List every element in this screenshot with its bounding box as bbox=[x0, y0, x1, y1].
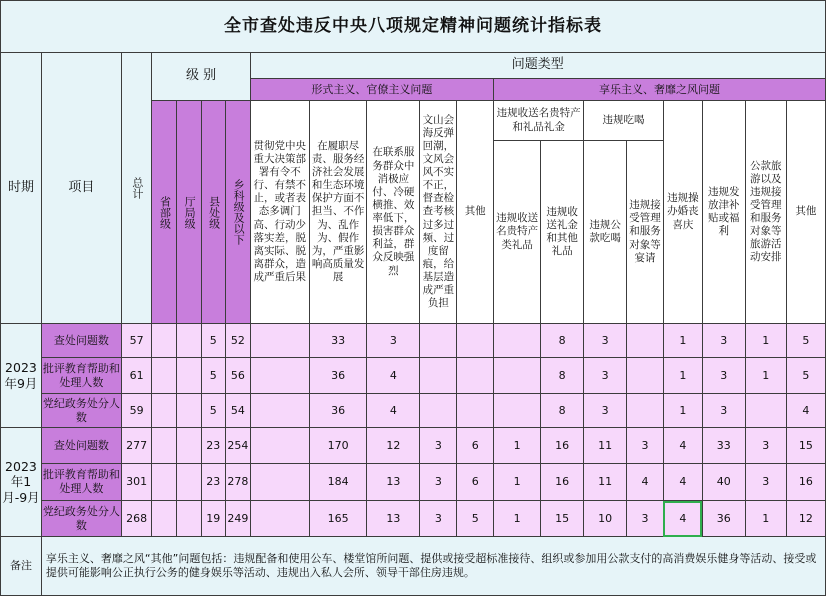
value-cell: 165 bbox=[309, 501, 366, 537]
period-label-2: 2023年1月-9月 bbox=[1, 428, 42, 537]
value-cell: 5 bbox=[201, 358, 226, 394]
value-cell bbox=[176, 464, 201, 501]
total-value: 61 bbox=[121, 358, 152, 394]
value-cell: 3 bbox=[702, 394, 745, 428]
value-cell: 8 bbox=[541, 394, 584, 428]
value-cell: 170 bbox=[309, 428, 366, 464]
value-cell: 4 bbox=[627, 464, 664, 501]
value-cell: 33 bbox=[702, 428, 745, 464]
value-cell bbox=[250, 428, 309, 464]
hedonism-col-other: 其他 bbox=[786, 101, 825, 324]
selected-cell[interactable]: 4 bbox=[663, 501, 702, 537]
value-cell: 23 bbox=[201, 428, 226, 464]
row-label: 查处问题数 bbox=[41, 324, 121, 358]
value-cell: 3 bbox=[367, 324, 420, 358]
total-header: 总计 bbox=[121, 53, 152, 324]
value-cell bbox=[494, 324, 541, 358]
value-cell: 19 bbox=[201, 501, 226, 537]
dining-col-public: 违规公款吃喝 bbox=[584, 141, 627, 324]
value-cell: 4 bbox=[367, 358, 420, 394]
value-cell: 1 bbox=[745, 501, 786, 537]
value-cell: 33 bbox=[309, 324, 366, 358]
value-cell: 56 bbox=[226, 358, 251, 394]
value-cell bbox=[745, 394, 786, 428]
value-cell: 3 bbox=[702, 358, 745, 394]
level-county: 县处级 bbox=[201, 101, 226, 324]
note-text: 享乐主义、奢靡之风“其他”问题包括：违规配备和使用公车、楼堂馆所问题、提供或接受超标准接待、组织或参加用公款支付的高消费娱乐健身等活动、接受或提供可能影响公正执行公务的健身娱乐等活动、违规出入私人会所、领导干部住房违规。 bbox=[41, 537, 825, 596]
value-cell: 36 bbox=[309, 358, 366, 394]
formalism-col-4: 文山会海反弹回潮，文风会风不实不正，督查检查考核过多过频、过度留痕，给基层造成严重负担 bbox=[420, 101, 457, 324]
item-header: 项目 bbox=[41, 53, 121, 324]
level-provincial: 省部级 bbox=[152, 101, 177, 324]
value-cell: 4 bbox=[786, 394, 825, 428]
value-cell: 4 bbox=[663, 464, 702, 501]
row-label: 党纪政务处分人数 bbox=[41, 394, 121, 428]
hedonism-header: 享乐主义、奢靡之风问题 bbox=[494, 79, 826, 101]
value-cell: 16 bbox=[541, 464, 584, 501]
note-label: 备注 bbox=[1, 537, 42, 596]
issue-type-header: 问题类型 bbox=[250, 53, 825, 79]
level-bureau: 厅局级 bbox=[176, 101, 201, 324]
value-cell: 6 bbox=[457, 428, 494, 464]
value-cell: 12 bbox=[786, 501, 825, 537]
value-cell: 249 bbox=[226, 501, 251, 537]
value-cell bbox=[250, 464, 309, 501]
value-cell: 6 bbox=[457, 464, 494, 501]
value-cell: 13 bbox=[367, 464, 420, 501]
total-value: 59 bbox=[121, 394, 152, 428]
hedonism-col-wedding: 违规操办婚丧喜庆 bbox=[663, 101, 702, 324]
total-value: 268 bbox=[121, 501, 152, 537]
value-cell: 12 bbox=[367, 428, 420, 464]
row-label: 批评教育帮助和处理人数 bbox=[41, 464, 121, 501]
value-cell bbox=[152, 394, 177, 428]
level-header: 级 别 bbox=[152, 53, 250, 101]
value-cell bbox=[152, 501, 177, 537]
value-cell: 23 bbox=[201, 464, 226, 501]
value-cell bbox=[250, 324, 309, 358]
value-cell: 10 bbox=[584, 501, 627, 537]
value-cell: 5 bbox=[457, 501, 494, 537]
hedonism-col-allowance: 违规发放津补贴或福利 bbox=[702, 101, 745, 324]
row-label: 查处问题数 bbox=[41, 428, 121, 464]
gift-col-cash: 违规收送礼金和其他礼品 bbox=[541, 141, 584, 324]
value-cell: 54 bbox=[226, 394, 251, 428]
dining-header: 违规吃喝 bbox=[584, 101, 664, 141]
value-cell: 1 bbox=[663, 394, 702, 428]
value-cell bbox=[250, 394, 309, 428]
row-label: 批评教育帮助和处理人数 bbox=[41, 358, 121, 394]
period-label-1: 2023年9月 bbox=[1, 324, 42, 428]
value-cell: 11 bbox=[584, 464, 627, 501]
dining-col-banquet: 违规接受管理和服务对象等宴请 bbox=[627, 141, 664, 324]
value-cell bbox=[494, 394, 541, 428]
formalism-col-3: 在联系服务群众中消极应付、冷硬横推、效率低下，损害群众利益，群众反映强烈 bbox=[367, 101, 420, 324]
value-cell: 5 bbox=[786, 358, 825, 394]
value-cell: 3 bbox=[420, 464, 457, 501]
value-cell: 3 bbox=[584, 324, 627, 358]
value-cell bbox=[627, 324, 664, 358]
value-cell bbox=[250, 501, 309, 537]
value-cell: 1 bbox=[494, 501, 541, 537]
value-cell: 1 bbox=[745, 324, 786, 358]
value-cell: 254 bbox=[226, 428, 251, 464]
period-header: 时期 bbox=[1, 53, 42, 324]
value-cell: 1 bbox=[663, 324, 702, 358]
value-cell: 1 bbox=[494, 428, 541, 464]
value-cell: 40 bbox=[702, 464, 745, 501]
value-cell: 3 bbox=[745, 464, 786, 501]
value-cell: 3 bbox=[420, 501, 457, 537]
value-cell: 3 bbox=[745, 428, 786, 464]
value-cell: 278 bbox=[226, 464, 251, 501]
table-title: 全市查处违反中央八项规定精神问题统计指标表 bbox=[1, 1, 826, 53]
value-cell: 3 bbox=[627, 501, 664, 537]
formalism-header: 形式主义、官僚主义问题 bbox=[250, 79, 494, 101]
level-township: 乡科级及以下 bbox=[226, 101, 251, 324]
value-cell: 1 bbox=[745, 358, 786, 394]
value-cell: 16 bbox=[541, 428, 584, 464]
value-cell bbox=[176, 394, 201, 428]
value-cell bbox=[152, 428, 177, 464]
value-cell bbox=[457, 324, 494, 358]
row-label: 党纪政务处分人数 bbox=[41, 501, 121, 537]
value-cell: 3 bbox=[584, 358, 627, 394]
total-value: 301 bbox=[121, 464, 152, 501]
value-cell: 13 bbox=[367, 501, 420, 537]
value-cell: 5 bbox=[201, 324, 226, 358]
value-cell: 8 bbox=[541, 324, 584, 358]
value-cell bbox=[176, 428, 201, 464]
value-cell: 5 bbox=[201, 394, 226, 428]
value-cell: 184 bbox=[309, 464, 366, 501]
value-cell: 4 bbox=[367, 394, 420, 428]
value-cell: 5 bbox=[786, 324, 825, 358]
value-cell: 15 bbox=[541, 501, 584, 537]
value-cell bbox=[420, 358, 457, 394]
value-cell: 16 bbox=[786, 464, 825, 501]
value-cell: 36 bbox=[702, 501, 745, 537]
value-cell bbox=[152, 358, 177, 394]
total-value: 57 bbox=[121, 324, 152, 358]
total-value: 277 bbox=[121, 428, 152, 464]
formalism-col-2: 在履职尽责、服务经济社会发展和生态环境保护方面不担当、不作为、乱作为、假作为，严重影响高质量发展 bbox=[309, 101, 366, 324]
hedonism-col-travel: 公款旅游以及违规接受管理和服务对象等旅游活动安排 bbox=[745, 101, 786, 324]
value-cell bbox=[176, 358, 201, 394]
value-cell bbox=[420, 324, 457, 358]
value-cell bbox=[627, 358, 664, 394]
value-cell: 3 bbox=[627, 428, 664, 464]
value-cell bbox=[176, 501, 201, 537]
value-cell: 11 bbox=[584, 428, 627, 464]
value-cell: 8 bbox=[541, 358, 584, 394]
value-cell bbox=[176, 324, 201, 358]
value-cell: 3 bbox=[584, 394, 627, 428]
value-cell bbox=[420, 394, 457, 428]
value-cell bbox=[457, 394, 494, 428]
value-cell bbox=[152, 324, 177, 358]
value-cell bbox=[627, 394, 664, 428]
value-cell: 3 bbox=[420, 428, 457, 464]
value-cell bbox=[457, 358, 494, 394]
formalism-col-1: 贯彻党中央重大决策部署有令不行、有禁不止，或者表态多调门高、行动少落实差，脱离实际、脱离群众，造成严重后果 bbox=[250, 101, 309, 324]
value-cell: 36 bbox=[309, 394, 366, 428]
value-cell: 52 bbox=[226, 324, 251, 358]
formalism-col-other: 其他 bbox=[457, 101, 494, 324]
value-cell: 1 bbox=[663, 358, 702, 394]
gift-header: 违规收送名贵特产和礼品礼金 bbox=[494, 101, 584, 141]
value-cell: 1 bbox=[494, 464, 541, 501]
value-cell bbox=[250, 358, 309, 394]
value-cell: 3 bbox=[702, 324, 745, 358]
gift-col-specialty: 违规收送名贵特产类礼品 bbox=[494, 141, 541, 324]
value-cell: 15 bbox=[786, 428, 825, 464]
value-cell bbox=[494, 358, 541, 394]
value-cell bbox=[152, 464, 177, 501]
value-cell: 4 bbox=[663, 428, 702, 464]
